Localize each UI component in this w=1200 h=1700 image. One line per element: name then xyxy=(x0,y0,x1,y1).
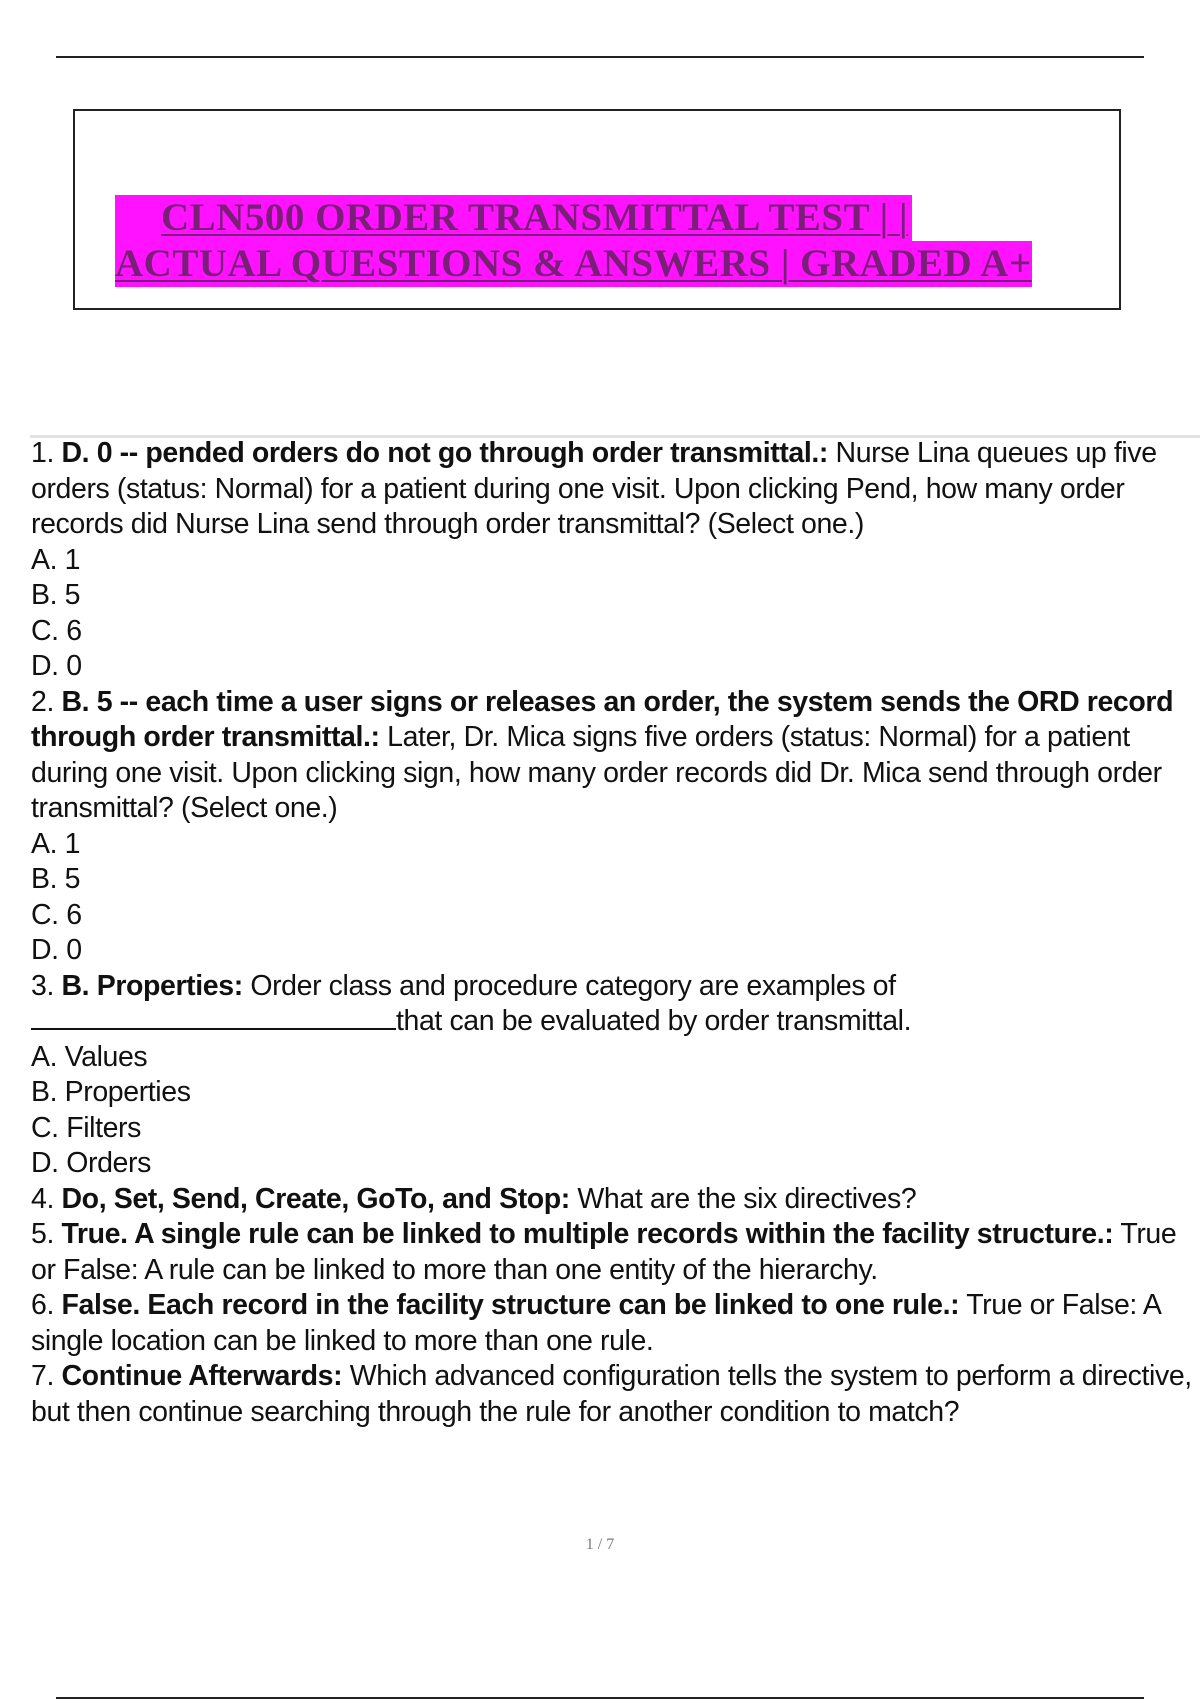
question-answer: True. A single rule can be linked to multiple records within the facility structure.: xyxy=(61,1218,1114,1250)
option-c: C. 6 xyxy=(31,898,82,931)
option-a: A. Values xyxy=(31,1040,148,1073)
question-2 xyxy=(31,685,1200,827)
question-number: 4. xyxy=(31,1182,54,1215)
option-c: C. 6 xyxy=(31,614,82,647)
question-answer: Continue Afterwards: xyxy=(61,1360,343,1392)
question-text: Which advanced configuration tells the system to perform a directive, but then continue searching through the rule for another condition to match? xyxy=(31,1360,1192,1428)
question-3 xyxy=(31,969,1200,1040)
question-5 xyxy=(31,1217,1200,1288)
question-text: Nurse Lina queues up five orders (status: Normal) for a patient during one visit. Upon clicking Pend, how many order records did Nurse Lina send through order transmittal? (Select one.) xyxy=(31,437,1157,540)
footer-rule xyxy=(56,1697,1144,1699)
fill-in-blank xyxy=(31,1004,396,1030)
option-d: D. 0 xyxy=(31,934,82,966)
title-box xyxy=(73,109,1121,310)
question-6 xyxy=(31,1288,1200,1359)
option-d: D. 0 xyxy=(31,650,82,682)
question-text: Order class and procedure category are examples of xyxy=(250,969,896,1002)
question-number: 6. xyxy=(31,1289,54,1321)
question-list xyxy=(31,436,1200,1430)
question-answer: D. 0 -- pended orders do not go through order transmittal.: xyxy=(61,437,828,469)
question-text-after-blank: that can be evaluated by order transmittal. xyxy=(396,1005,912,1037)
option-a: A. 1 xyxy=(31,543,81,576)
question-answer: B. 5 -- each time a user signs or releases an order, the system sends the ORD record through order transmittal.: xyxy=(31,685,1174,753)
question-7 xyxy=(31,1359,1200,1430)
question-text: True or False: A rule can be linked to more than one entity of the hierarchy. xyxy=(31,1218,1177,1286)
question-number: 7. xyxy=(31,1360,54,1392)
question-number: 2. xyxy=(31,685,54,718)
question-number: 5. xyxy=(31,1218,54,1250)
question-answer: Do, Set, Send, Create, GoTo, and Stop: xyxy=(61,1182,570,1215)
question-answer: False. Each record in the facility structure can be linked to one rule.: xyxy=(61,1289,960,1321)
option-b: B. 5 xyxy=(31,863,81,895)
question-text: True or False: A single location can be linked to more than one rule. xyxy=(31,1289,1160,1357)
question-1 xyxy=(31,436,1200,543)
page-number: 1 / 7 xyxy=(585,1536,615,1553)
question-4 xyxy=(31,1182,1200,1218)
option-d: D. Orders xyxy=(31,1147,151,1179)
title-line-1: CLN500 ORDER TRANSMITTAL TEST | | xyxy=(115,195,912,241)
option-b: B. 5 xyxy=(31,579,81,611)
option-a: A. 1 xyxy=(31,827,81,860)
question-answer: B. Properties: xyxy=(61,969,243,1002)
option-c: C. Filters xyxy=(31,1111,142,1144)
question-text: Later, Dr. Mica signs five orders (status: Normal) for a patient during one visit. Upon clicking sign, how many order records did Dr. Mica send through order transmittal? (Select one.) xyxy=(31,721,1162,824)
question-number: 3. xyxy=(31,969,54,1002)
question-text: What are the six directives? xyxy=(577,1182,917,1215)
document-title xyxy=(115,195,1075,287)
title-line-2: ACTUAL QUESTIONS & ANSWERS | GRADED A+ xyxy=(115,242,1032,285)
option-b: B. Properties xyxy=(31,1076,191,1108)
question-number: 1. xyxy=(31,437,54,469)
header-rule xyxy=(56,56,1144,58)
